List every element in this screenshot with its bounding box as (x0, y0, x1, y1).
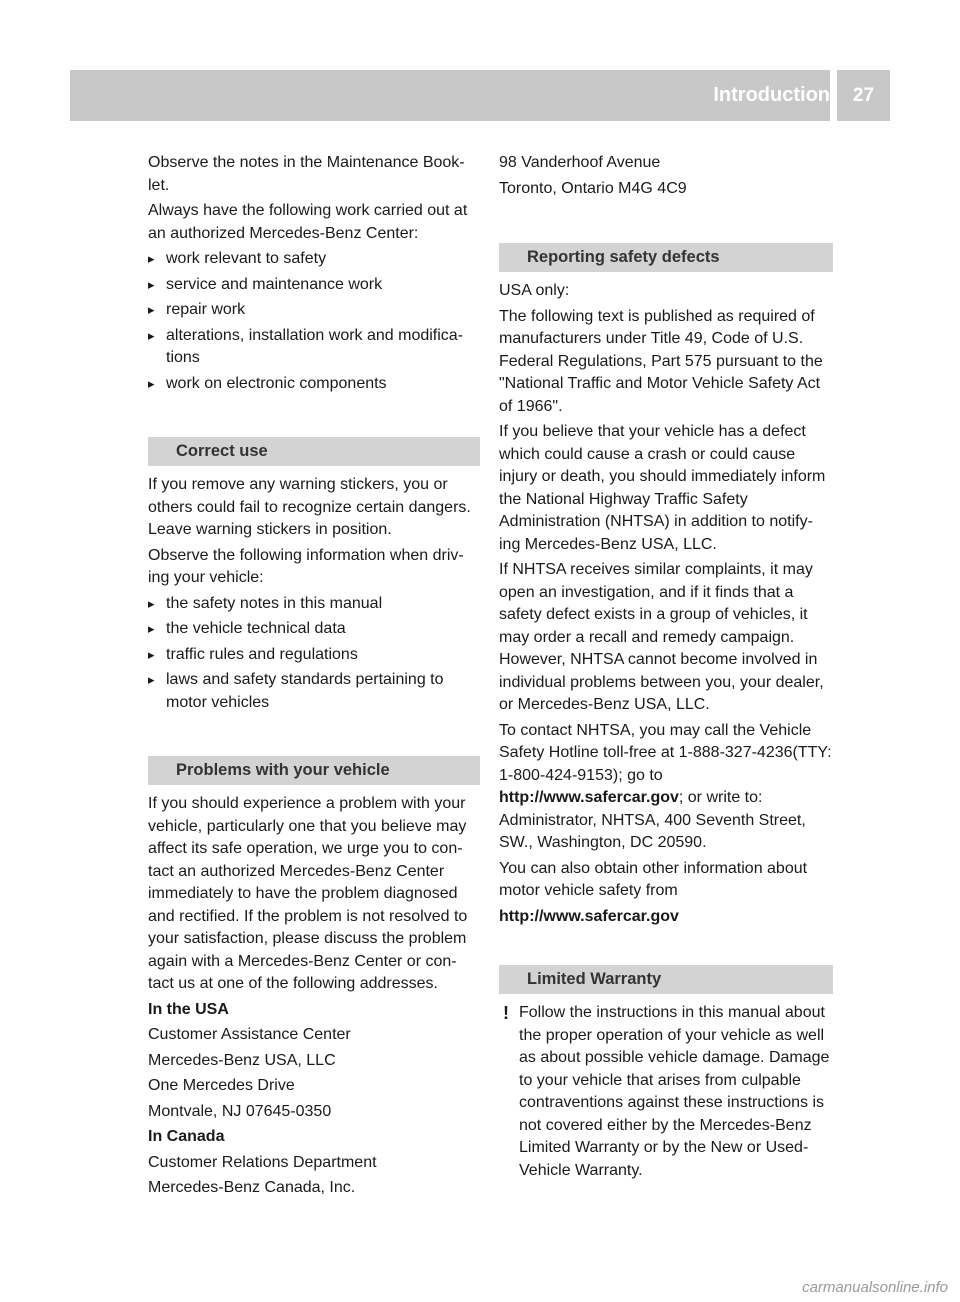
list-item: ▸ alterations, installation work and modifica-tions (148, 325, 480, 370)
paragraph: USA only: (499, 282, 570, 299)
list-item: ▸ work on electronic components (148, 373, 480, 396)
text-segment: ; or write to: Administrator, NHTSA, 400 Seventh Street, SW., Washington, DC 20590. (499, 789, 806, 851)
intro-paragraph: Always have the following work carried out at an authorized Mercedes-Benz Center: (148, 202, 468, 242)
section-heading-correct-use: Correct use (148, 437, 480, 466)
watermark: carmanualsonline.info (802, 1279, 948, 1296)
list-item: ▸ service and maintenance work (148, 274, 480, 297)
list-item: ▸ work relevant to safety (148, 248, 480, 271)
list-item: ▸ the vehicle technical data (148, 618, 480, 641)
paragraph: If you should experience a problem with your vehicle, particularly one that you believe may affect its safe operation, we urge you to con-tact an authorized Mercedes-Benz Center immediately to have the problem diagnosed and rectified. If the problem is not resolved to your satisfaction, please discuss the problem again with a Mercedes-Benz Center or con-tact us at one of the following addresses. (148, 795, 468, 992)
address-line: Mercedes-Benz Canada, Inc. (148, 1179, 356, 1196)
section-title-text: Introduction (713, 84, 830, 106)
list-item: ▸ the safety notes in this manual (148, 593, 480, 616)
paragraph: If you remove any warning stickers, you or others could fail to recognize certain dangers. Leave warning stickers in position. (148, 476, 471, 538)
page-number-box (834, 70, 890, 121)
intro-list (148, 248, 480, 395)
paragraph: You can also obtain other information about motor vehicle safety from (499, 859, 808, 899)
warning-text: Follow the instructions in this manual about the proper operation of your vehicle as well as about possible vehicle damage. Damage to your vehicle that arises from culpable contraventions against these instructions is not covered either by the Mercedes-Benz Limited Warranty or by the New or Used-Vehicle Warranty. (519, 1004, 830, 1179)
safercar-link[interactable]: http://www.safercar.gov (499, 907, 679, 925)
text-segment: To contact NHTSA, you may call the Vehicle Safety Hotline toll-free at 1-888-327-4236(TTY: 1-800-424-9153); go to (499, 721, 832, 784)
address-line: One Mercedes Drive (148, 1077, 295, 1094)
address-line: Toronto, Ontario M4G 4C9 (499, 179, 687, 197)
address-line: Montvale, NJ 07645-0350 (148, 1102, 332, 1120)
safercar-link[interactable]: http://www.safercar.gov (499, 789, 679, 806)
list-item: ▸ repair work (148, 299, 480, 322)
address-line: Customer Relations Department (148, 1153, 377, 1171)
address-line: Customer Assistance Center (148, 1026, 351, 1043)
list-item: ▸ traffic rules and regulations (148, 644, 480, 667)
warning-note (499, 1002, 833, 1182)
usa-heading: In the USA (148, 1000, 229, 1018)
paragraph (499, 720, 833, 855)
paragraph: If you believe that your vehicle has a defect which could cause a crash or could cause injury or death, you should immediately inform the National Highway Traffic Safety Administration (NHTSA) in addition to notify-ing Mercedes-Benz USA, LLC. (499, 423, 826, 553)
intro-paragraph: Observe the notes in the Maintenance Book-let. (148, 154, 465, 194)
address-line: 98 Vanderhoof Avenue (499, 154, 661, 171)
list-item: ▸ laws and safety standards pertaining to motor vehicles (148, 669, 480, 714)
section-heading-warranty: Limited Warranty (499, 965, 833, 994)
paragraph: If NHTSA receives similar complaints, it may open an investigation, and if it finds that a safety defect exists in a group of vehicles, it may order a recall and remedy campaign. However, NHTSA cannot become involved in individual problems between you, your dealer, or Mercedes-Benz USA, LLC. (499, 561, 824, 713)
section-heading-reporting: Reporting safety defects (499, 243, 833, 272)
left-column (148, 152, 480, 1203)
right-column (499, 152, 833, 1182)
address-line: Mercedes-Benz USA, LLC (148, 1051, 336, 1069)
exclamation-icon: ! (503, 1003, 509, 1023)
paragraph: Observe the following information when driv-ing your vehicle: (148, 546, 464, 586)
section-heading-problems: Problems with your vehicle (148, 756, 480, 785)
page-number: 27 (852, 85, 875, 106)
correct-use-list (148, 593, 480, 715)
canada-heading: In Canada (148, 1128, 225, 1145)
paragraph: The following text is published as required of manufacturers under Title 49, Code of U.S. Federal Regulations, Part 575 pursuant to the "National Traffic and Motor Vehicle Safety Act of 1966". (499, 307, 823, 415)
